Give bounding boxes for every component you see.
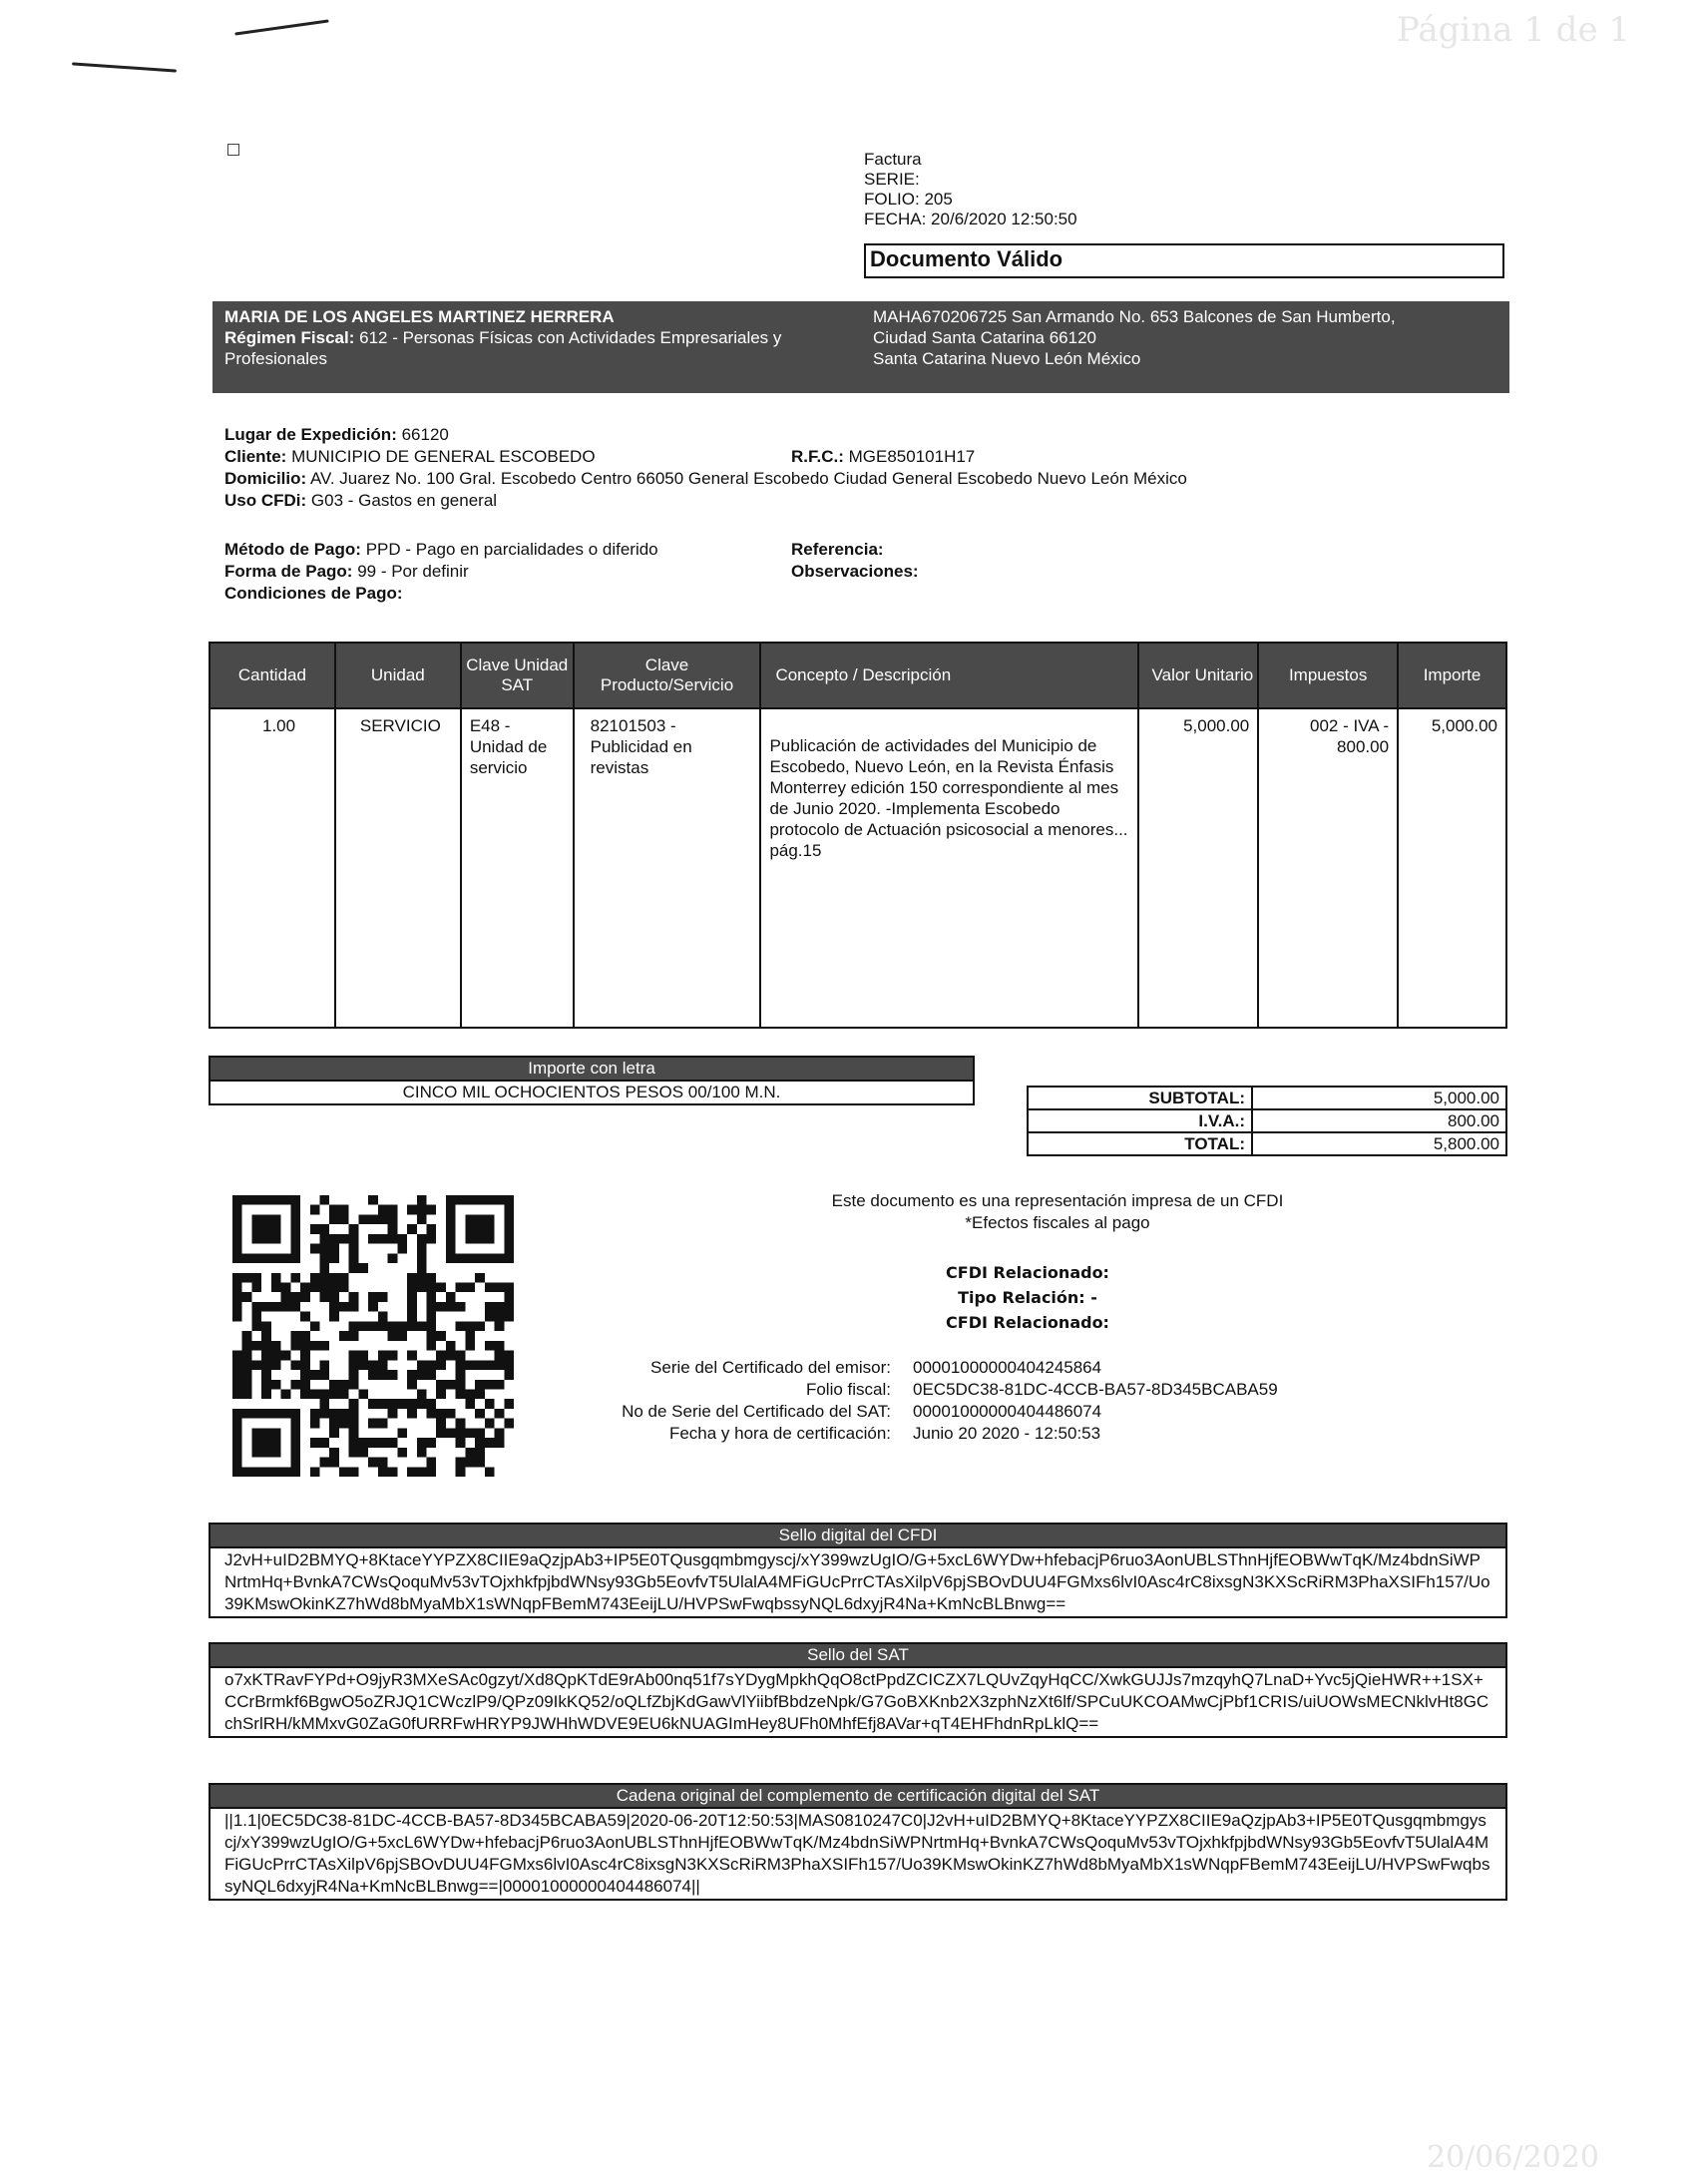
importe-letra-value: CINCO MIL OCHOCIENTOS PESOS 00/100 M.N. <box>209 1082 975 1105</box>
iva-row <box>1028 1109 1506 1132</box>
emisor-address-1: MAHA670206725 San Armando No. 653 Balcones de San Humberto, <box>873 307 1396 326</box>
invoice-header <box>864 150 1077 229</box>
col-unidad: Unidad <box>335 643 461 708</box>
serie-sat-value: 00001000000404486074 <box>913 1402 1102 1421</box>
total-label: TOTAL: <box>1028 1132 1252 1155</box>
representacion-line1: Este documento es una representación impresa de un CFDI <box>831 1191 1284 1210</box>
forma-label: Forma de Pago: <box>224 562 353 581</box>
metodo-label: Método de Pago: <box>224 540 361 559</box>
serie-emisor-label: Serie del Certificado del emisor: <box>650 1358 891 1377</box>
fecha-cert-label: Fecha y hora de certificación: <box>668 1424 891 1443</box>
iva-value: 800.00 <box>1252 1109 1506 1132</box>
col-impuestos: Impuestos <box>1258 643 1398 708</box>
footer-date: 20/06/2020 <box>1427 2140 1599 2175</box>
domicilio-value: AV. Juarez No. 100 Gral. Escobedo Centro 66050 General Escobedo Ciudad General Escobedo Nuevo León México <box>309 469 1187 488</box>
sello-sat-title: Sello del SAT <box>209 1642 1507 1668</box>
emisor-band <box>212 301 1509 393</box>
cfdi-relacionado-1: CFDI Relacionado: <box>946 1263 1109 1282</box>
client-info <box>224 424 1521 512</box>
iva-label: I.V.A.: <box>1028 1109 1252 1132</box>
lugar-value: 66120 <box>401 425 449 444</box>
sello-cfdi-value: J2vH+uID2BMYQ+8KtaceYYPZX8CIIE9aQzjpAb3+IP5E0TQusgqmbmgyscj/xY399wzUgIO/G+5xcL6WYDw+hfebacjP6ruo3AonUBLSThnHjfEOBWwTqK/Mz4bdnSiWPNrtmHq+BvnkA7CWsQoquMv53vTOjxhkfpjbdWNsy93Gb5EovfvT5UlalA4MFiGUcPrrCTAsXilpV6pjSBOvDUU4FGMxs6lvI0Asc4rC8ixsgN3KXScRiRM3PhaXSIFh157/Uo39KMswOkinKZ7hWd8bMyaMbX1sWNqpFBemM743EeijLU/HVPSwFwqbssyNQL6dxyjR4Na+KmNcBLBnwg== <box>209 1548 1507 1618</box>
cfdi-relacionado <box>858 1260 1197 1335</box>
qr-code-icon <box>228 1195 518 1477</box>
doc-type: Factura <box>864 150 922 169</box>
uso-label: Uso CFDi: <box>224 491 307 510</box>
forma-value: 99 - Por definir <box>357 562 469 581</box>
sello-sat <box>209 1642 1507 1738</box>
col-valor-unitario: Valor Unitario <box>1138 643 1258 708</box>
total-value: 5,800.00 <box>1252 1132 1506 1155</box>
cell-clave-producto: 82101503 - Publicidad en revistas <box>574 708 761 1028</box>
cadena-original <box>209 1783 1507 1901</box>
fecha: FECHA: 20/6/2020 12:50:50 <box>864 210 1077 228</box>
metodo-value: PPD - Pago en parcialidades o diferido <box>365 540 658 559</box>
col-clave-unidad: Clave Unidad SAT <box>461 643 574 708</box>
importe-letra <box>209 1056 975 1105</box>
cell-cantidad: 1.00 <box>210 708 335 1028</box>
serie-sat-label: No de Serie del Certificado del SAT: <box>622 1402 891 1421</box>
domicilio-label: Domicilio: <box>224 469 307 488</box>
regimen-value: 612 - Personas Físicas con Actividades Empresariales y Profesionales <box>224 328 782 368</box>
table-row <box>210 708 1506 1028</box>
folio-fiscal-label: Folio fiscal: <box>805 1380 891 1399</box>
folio: FOLIO: 205 <box>864 190 953 209</box>
representacion-line2: *Efectos fiscales al pago <box>965 1213 1150 1232</box>
serie-emisor-value: 00001000000404245864 <box>913 1358 1102 1377</box>
cell-valor-unitario: 5,000.00 <box>1138 708 1258 1028</box>
tipo-relacion: Tipo Relación: - <box>958 1288 1097 1307</box>
referencia-label: Referencia: <box>791 540 884 559</box>
representacion <box>758 1190 1357 1234</box>
cliente-label: Cliente: <box>224 447 287 466</box>
items-table <box>209 642 1507 1029</box>
certificacion <box>614 1357 1412 1445</box>
lugar-label: Lugar de Expedición: <box>224 425 397 444</box>
sello-sat-value: o7xKTRavFYPd+O9jyR3MXeSAc0gzyt/Xd8QpKTdE9rAb00nq51f7sYDygMpkhQqO8ctPpdZCICZX7LQUvZqyHqCC/XwkGUJJs7mzqyhQ7LnaD+Yvc5jQieHWR++1SX+CCrBrmkf6BgwO5oZRJQ1CWczlP9/QPz09IkKQ52/oQLfZbjKdGawVlYiibfBbdzeNpk/G7GoBXKnb2X3zphNzXt6lf/SPCuUKCOAMwCjPbf1CRIS/uiUOWsMECNklvHt8GCchSrlRH/kMMxvG0ZaG0fURRFwHRYP9JWHhWDVE9EU6kNUAGImHey8UFh0MhfEfj8AVar+qT4EHFhdnRpLklQ== <box>209 1668 1507 1738</box>
sello-cfdi <box>209 1523 1507 1618</box>
importe-letra-title: Importe con letra <box>209 1056 975 1082</box>
scan-mark <box>234 19 328 35</box>
valid-badge <box>864 243 1504 278</box>
regimen-label: Régimen Fiscal: <box>224 328 355 347</box>
scan-mark <box>72 62 177 72</box>
page-marker: Página 1 de 1 <box>1397 10 1630 50</box>
emisor-address-2: Ciudad Santa Catarina 66120 <box>873 328 1096 347</box>
subtotal-label: SUBTOTAL: <box>1028 1087 1252 1109</box>
fecha-cert-value: Junio 20 2020 - 12:50:53 <box>913 1424 1101 1443</box>
serie: SERIE: <box>864 170 920 189</box>
emisor-name: MARIA DE LOS ANGELES MARTINEZ HERRERA <box>224 307 615 326</box>
subtotal-row <box>1028 1087 1506 1109</box>
total-row <box>1028 1132 1506 1155</box>
cell-descripcion: Publicación de actividades del Municipio de Escobedo, Nuevo León, en la Revista Énfasis Monterrey edición 150 correspondiente al mes de Junio 2020. -Implementa Escobedo protocolo de Actuación psicosocial a menores... pág.15 <box>760 708 1138 1028</box>
cadena-original-title: Cadena original del complemento de certificación digital del SAT <box>209 1783 1507 1809</box>
uso-value: G03 - Gastos en general <box>310 491 498 510</box>
cell-clave-unidad: E48 - Unidad de servicio <box>461 708 574 1028</box>
col-importe: Importe <box>1398 643 1506 708</box>
observaciones-label: Observaciones: <box>791 562 919 581</box>
emisor-address-3: Santa Catarina Nuevo León México <box>873 349 1141 368</box>
sello-cfdi-title: Sello digital del CFDI <box>209 1523 1507 1548</box>
rfc-value: MGE850101H17 <box>848 447 976 466</box>
cfdi-relacionado-2: CFDI Relacionado: <box>946 1313 1109 1332</box>
cell-unidad: SERVICIO <box>335 708 461 1028</box>
cadena-original-value: ||1.1|0EC5DC38-81DC-4CCB-BA57-8D345BCABA59|2020-06-20T12:50:53|MAS0810247C0|J2vH+uID2BMYQ+8KtaceYYPZX8CIIE9aQzjpAb3+IP5E0TQusgqmbmgyscj/xY399wzUgIO/G+5xcL6WYDw+hfebacjP6ruo3AonUBLSThnHjfEOBWwTqK/Mz4bdnSiWPNrtmHq+BvnkA7CWsQoquMv53vTOjxhkfpjbdWNsy93Gb5EovfvT5UlalA4MFiGUcPrrCTAsXilpV6pjSBOvDUU4FGMxs6lvI0Asc4rC8ixsgN3KXScRiRM3PhaXSIFh157/Uo39KMswOkinKZ7hWd8bMyaMbX1sWNqpFBemM743EeijLU/HVPSwFwqbssyNQL6dxyjR4Na+KmNcBLBnwg==|00001000000404486074|| <box>209 1809 1507 1901</box>
checkbox-icon <box>227 144 239 156</box>
col-cantidad: Cantidad <box>210 643 335 708</box>
rfc-label: R.F.C.: <box>791 447 844 466</box>
subtotal-value: 5,000.00 <box>1252 1087 1506 1109</box>
col-clave-producto: Clave Producto/Servicio <box>574 643 761 708</box>
cliente-value: MUNICIPIO DE GENERAL ESCOBEDO <box>291 447 596 466</box>
condiciones-label: Condiciones de Pago: <box>224 584 403 603</box>
col-descripcion: Concepto / Descripción <box>760 643 1138 708</box>
cell-importe: 5,000.00 <box>1398 708 1506 1028</box>
valid-label: Documento Válido <box>870 246 1063 271</box>
totals-table <box>1027 1086 1507 1156</box>
cell-impuestos: 002 - IVA - 800.00 <box>1258 708 1398 1028</box>
payment-info <box>224 539 1521 605</box>
folio-fiscal-value: 0EC5DC38-81DC-4CCB-BA57-8D345BCABA59 <box>913 1380 1278 1399</box>
